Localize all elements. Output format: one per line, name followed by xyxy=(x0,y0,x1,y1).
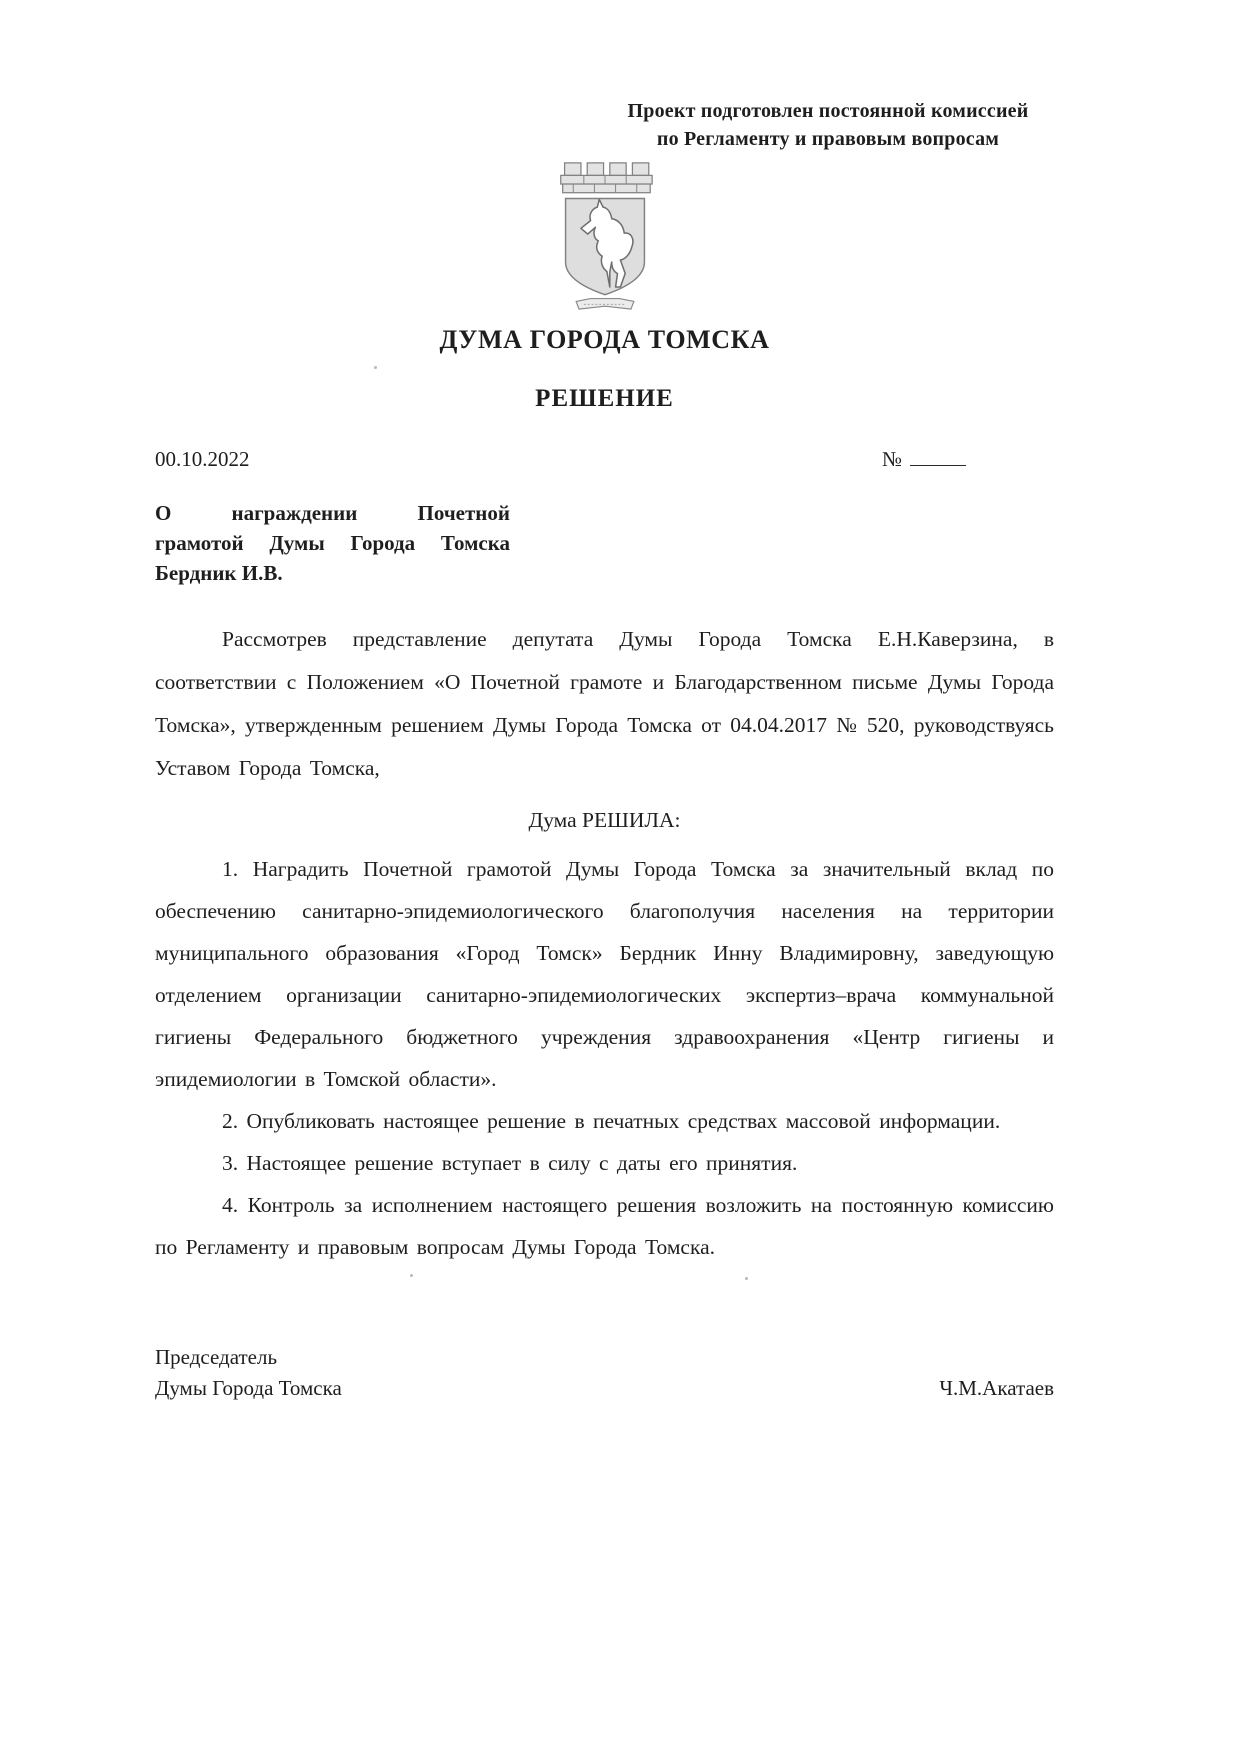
signer-position xyxy=(155,1342,342,1404)
signature-row xyxy=(155,1342,1054,1404)
resolution-heading: Дума РЕШИЛА: xyxy=(528,807,681,832)
number-blank-line xyxy=(910,463,966,466)
subject-line: Бердник И.В. xyxy=(155,560,283,585)
number-sign: № xyxy=(881,446,902,471)
signer-position-line1: Председатель xyxy=(155,1344,278,1369)
resolution-item-3: 3. Настоящее решение вступает в силу с даты его принятия. xyxy=(222,1150,798,1175)
document-type-title: РЕШЕНИЕ xyxy=(535,384,674,412)
subject-block xyxy=(155,498,510,588)
preamble-paragraph: Рассмотрев представление депутата Думы Города Томска Е.Н.Каверзина, в соответствии с Положением «О Почетной грамоте и Благодарственном письме Думы Города Томска», утвержденным решением Думы Города Томска от 04.04.2017 № 520, руководствуясь Уставом Города Томска, xyxy=(155,626,1054,780)
date-number-row xyxy=(155,447,1054,472)
prepared-by-note xyxy=(602,97,1054,154)
emblem-container xyxy=(155,160,1054,317)
scan-artifact xyxy=(374,366,377,369)
subject-line: О награждении Почетной xyxy=(155,500,510,525)
scan-artifact xyxy=(745,1277,748,1280)
prepared-by-line2: по Регламенту и правовым вопросам xyxy=(656,128,1000,151)
resolution-item-4: 4. Контроль за исполнением настоящего решения возложить на постоянную комиссию по Регламенту и правовым вопросам Думы Города Томска. xyxy=(155,1192,1054,1259)
signer-position-line2: Думы Города Томска xyxy=(155,1375,342,1400)
tomsk-coat-of-arms-icon xyxy=(551,160,659,312)
resolution-item-1: 1. Наградить Почетной грамотой Думы Города Томска за значительный вклад по обеспечению санитарно-эпидемиологического благополучия населения на территории муниципального образования «Город Томск» Бердник Инну Владимировну, заведующую отделением организации санитарно-эпидемиологических экспертиз–врача коммунальной гигиены Федерального бюджетного учреждения здравоохранения «Центр гигиены и эпидемиологии в Томской области». xyxy=(155,856,1054,1091)
mural-crown-icon xyxy=(560,163,651,193)
document-number xyxy=(882,447,966,472)
signer-name: Ч.М.Акатаев xyxy=(939,1375,1054,1400)
subject-line: грамотой Думы Города Томска xyxy=(155,530,510,555)
scan-artifact xyxy=(410,1274,413,1277)
resolution-item-2: 2. Опубликовать настоящее решение в печатных средствах массовой информации. xyxy=(222,1108,1001,1133)
document-date: 00.10.2022 xyxy=(155,446,250,471)
prepared-by-line1: Проект подготовлен постоянной комиссией xyxy=(627,100,1029,122)
organization-title: ДУМА ГОРОДА ТОМСКА xyxy=(439,324,770,354)
